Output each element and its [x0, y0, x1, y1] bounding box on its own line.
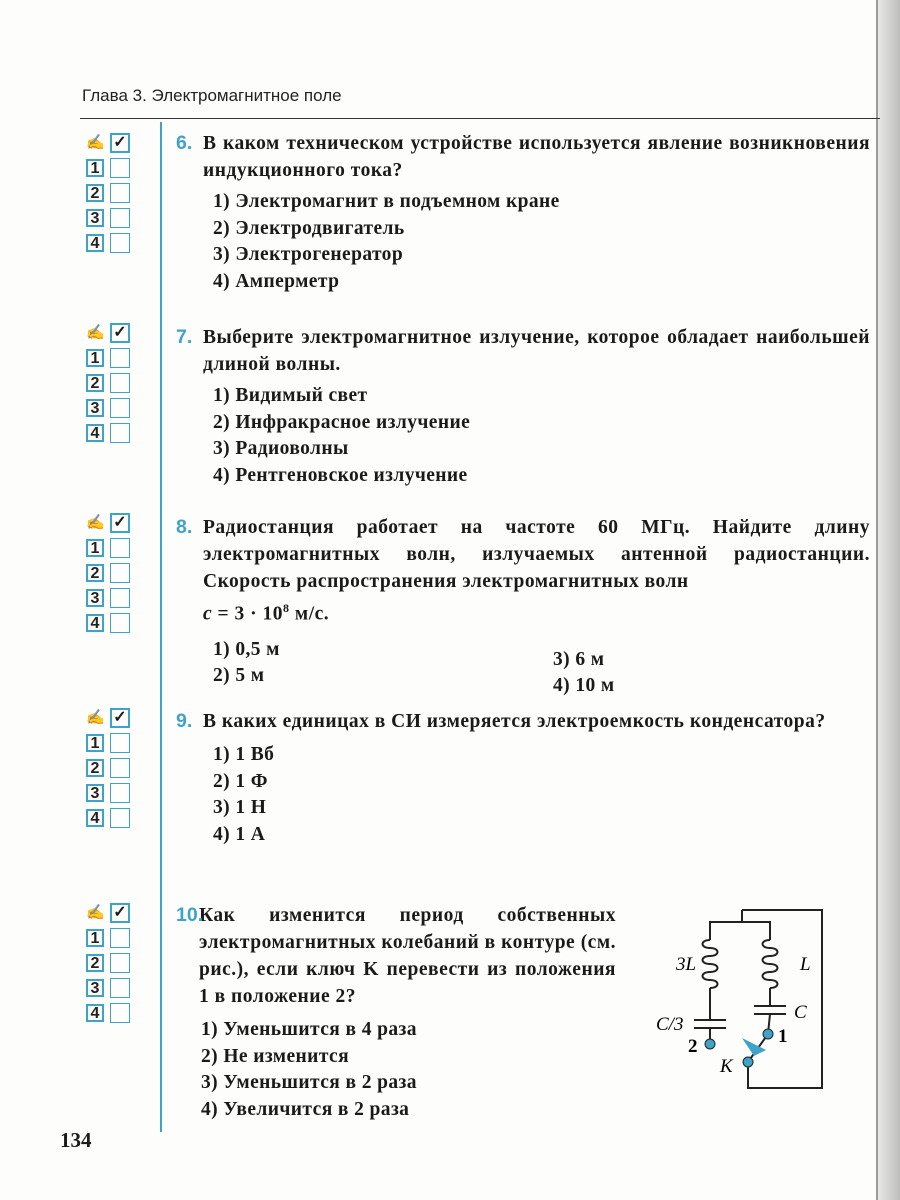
answer-grid — [86, 320, 146, 445]
question-10 — [176, 902, 616, 1122]
check-box: ✓ — [110, 323, 130, 343]
question-number: 8. — [176, 516, 193, 538]
answer-number-box: 4 — [86, 614, 104, 632]
answer-checkbox[interactable] — [110, 563, 130, 583]
question-number: 10. — [176, 904, 204, 926]
check-box: ✓ — [110, 903, 130, 923]
answer-option: 1) Уменьшится в 4 раза — [201, 1019, 417, 1040]
answer-option: 2) 5 м — [213, 665, 265, 686]
answer-number-box: 1 — [86, 539, 104, 557]
answer-option: 2) 1 Ф — [213, 770, 268, 792]
answer-checkbox[interactable] — [110, 373, 130, 393]
answer-option: 2) Инфракрасное излучение — [213, 411, 471, 433]
question-number: 6. — [176, 132, 193, 154]
answer-option: 3) Электрогенератор — [213, 244, 404, 265]
answer-option: 4) 1 А — [213, 823, 266, 845]
answer-option: 4) 10 м — [553, 675, 615, 696]
answer-checkbox[interactable] — [110, 183, 130, 203]
answer-checkbox[interactable] — [110, 423, 130, 443]
check-box: ✓ — [110, 708, 130, 728]
answer-number-box: 1 — [86, 159, 104, 177]
answer-number-box: 4 — [86, 234, 104, 252]
answer-checkbox[interactable] — [110, 758, 130, 778]
page-binding-line — [876, 0, 878, 1200]
label-l: L — [800, 954, 811, 975]
answer-checkbox[interactable] — [110, 348, 130, 368]
chapter-header: Глава 3. Электромагнитное поле — [82, 86, 342, 105]
question-text: В каком техническом устройстве используется явление возникновения индукционного тока? — [203, 133, 870, 181]
answer-option: 3) Уменьшится в 2 раза — [201, 1072, 417, 1093]
formula-base: = 3 · 10 — [212, 603, 284, 625]
answer-checkbox[interactable] — [110, 733, 130, 753]
answer-number-box: 3 — [86, 399, 104, 417]
answer-number-box: 4 — [86, 1004, 104, 1022]
answer-number-box: 2 — [86, 759, 104, 777]
answer-checkbox[interactable] — [110, 208, 130, 228]
answer-option: 1) Видимый свет — [213, 385, 368, 406]
pencil-icon: ✍ — [86, 325, 105, 341]
answer-checkbox[interactable] — [110, 538, 130, 558]
formula-var: c — [203, 603, 213, 625]
answer-checkbox[interactable] — [110, 1003, 130, 1023]
answer-grid — [86, 510, 146, 635]
answer-option: 2) Электродвигатель — [213, 217, 405, 239]
question-text: Выберите электромагнитное излучение, которое обладает наибольшей длиной волны. — [203, 327, 870, 375]
answer-option: 4) Рентгеновское излучение — [213, 464, 468, 486]
question-text: Как изменится период собственных электромагнитных колебаний в контуре (см. рис.), если ключ K перевести из положения 1 в положение 2? — [199, 905, 616, 1007]
answer-option: 4) Увеличится в 2 раза — [201, 1098, 410, 1120]
answer-option: 1) Электромагнит в подъемном кране — [213, 191, 560, 212]
answer-option: 3) 1 Н — [213, 797, 267, 818]
label-c3: C/3 — [656, 1014, 684, 1035]
label-pos-1: 1 — [778, 1026, 788, 1047]
answer-checkbox[interactable] — [110, 953, 130, 973]
label-pos-2: 2 — [688, 1036, 698, 1057]
question-number: 9. — [176, 710, 193, 732]
question-6 — [176, 130, 870, 294]
lc-circuit-diagram — [620, 900, 840, 1100]
answer-checkbox[interactable] — [110, 928, 130, 948]
answer-number-box: 2 — [86, 374, 104, 392]
answer-number-box: 2 — [86, 954, 104, 972]
answer-checkbox[interactable] — [110, 978, 130, 998]
label-key: K — [720, 1056, 733, 1077]
pencil-icon: ✍ — [86, 135, 105, 151]
answer-option: 3) Радиоволны — [213, 438, 349, 459]
answer-grid — [86, 130, 146, 255]
answer-number-box: 3 — [86, 784, 104, 802]
answer-option: 4) Амперметр — [213, 270, 340, 292]
formula-unit: м/с. — [289, 603, 330, 625]
answer-checkbox[interactable] — [110, 808, 130, 828]
answer-checkbox[interactable] — [110, 398, 130, 418]
pencil-icon: ✍ — [86, 515, 105, 531]
answer-checkbox[interactable] — [110, 233, 130, 253]
answer-checkbox[interactable] — [110, 158, 130, 178]
answer-option: 1) 1 Вб — [213, 744, 275, 765]
answer-option: 3) 6 м — [553, 648, 605, 670]
label-3l: 3L — [676, 954, 697, 975]
answer-checkbox[interactable] — [110, 588, 130, 608]
answer-checkbox[interactable] — [110, 613, 130, 633]
answer-number-box: 2 — [86, 564, 104, 582]
pencil-icon: ✍ — [86, 710, 105, 726]
question-text-body: Радиостанция работает на частоте 60 МГц. Найдите длину электромагнитных волн, излучаемых антенной радиостанции. Скорость распространения электромагнитных волн — [203, 517, 870, 592]
answer-number-box: 1 — [86, 349, 104, 367]
margin-divider — [160, 122, 162, 1132]
answer-number-box: 3 — [86, 979, 104, 997]
answer-number-box: 3 — [86, 589, 104, 607]
check-box: ✓ — [110, 513, 130, 533]
answer-number-box: 4 — [86, 424, 104, 442]
answer-number-box: 2 — [86, 184, 104, 202]
answer-number-box: 1 — [86, 734, 104, 752]
question-number: 7. — [176, 326, 193, 348]
answer-option: 1) 0,5 м — [213, 638, 280, 660]
question-text: В каких единицах в СИ измеряется электроемкость конденсатора? — [203, 711, 826, 732]
inductor-3l — [703, 940, 718, 988]
question-7 — [176, 324, 870, 488]
question-9 — [176, 708, 870, 847]
pencil-icon: ✍ — [86, 905, 105, 921]
answer-checkbox[interactable] — [110, 783, 130, 803]
formula — [203, 595, 870, 628]
question-8 — [176, 514, 870, 699]
label-c: C — [794, 1002, 807, 1023]
page-binding-edge — [878, 0, 900, 1200]
formula-exp: 8 — [283, 601, 290, 615]
answer-grid — [86, 900, 146, 1025]
header-divider — [80, 118, 880, 119]
question-text — [203, 514, 870, 595]
answer-grid — [86, 705, 146, 830]
answer-number-box: 1 — [86, 929, 104, 947]
check-box: ✓ — [110, 133, 130, 153]
page-number: 134 — [60, 1128, 92, 1152]
answer-number-box: 3 — [86, 209, 104, 227]
answer-option: 2) Не изменится — [201, 1045, 350, 1067]
answer-number-box: 4 — [86, 809, 104, 827]
